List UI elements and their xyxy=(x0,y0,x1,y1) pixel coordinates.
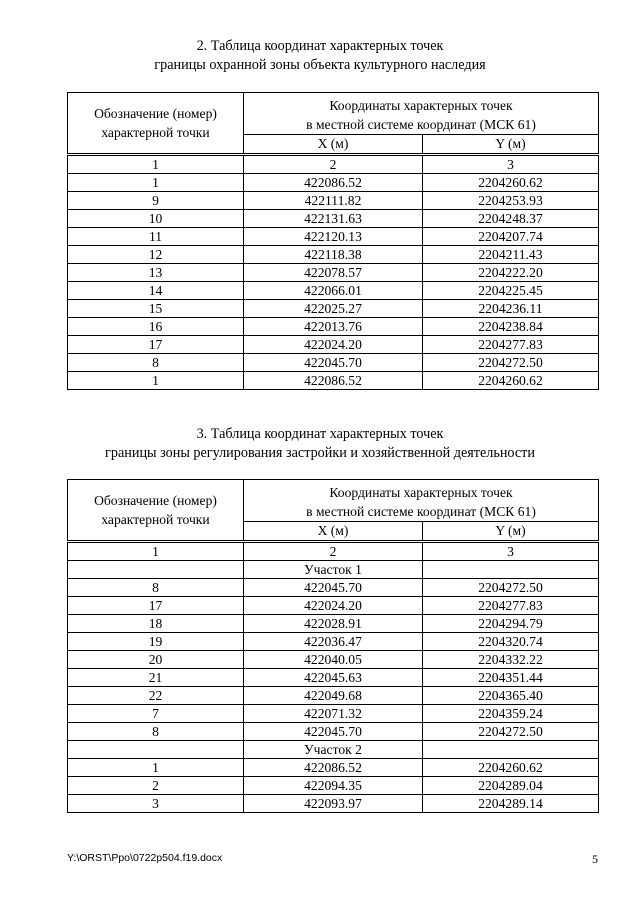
x-cell: 422071.32 xyxy=(244,705,423,723)
header-y: Y (м) xyxy=(423,522,599,542)
header-coordinates xyxy=(244,93,599,135)
header-point-line2: характерной точки xyxy=(101,125,210,140)
table-row xyxy=(68,597,599,615)
section-label: Участок 1 xyxy=(244,561,423,579)
header-coordinates-line1: Координаты характерных точек xyxy=(329,485,513,500)
y-cell: 2204351.44 xyxy=(423,669,599,687)
point-cell: 2 xyxy=(68,777,244,795)
x-cell: 422086.52 xyxy=(244,174,423,192)
x-cell: 422045.70 xyxy=(244,579,423,597)
point-cell: 7 xyxy=(68,705,244,723)
table-row xyxy=(68,705,599,723)
table-row xyxy=(68,246,599,264)
table-row xyxy=(68,723,599,741)
point-cell: 14 xyxy=(68,282,244,300)
x-cell: 422045.63 xyxy=(244,669,423,687)
x-cell: 422086.52 xyxy=(244,372,423,390)
column-number: 1 xyxy=(68,155,244,174)
y-cell: 2204253.93 xyxy=(423,192,599,210)
y-cell: 2204272.50 xyxy=(423,354,599,372)
point-cell: 20 xyxy=(68,651,244,669)
y-cell: 2204332.22 xyxy=(423,651,599,669)
point-cell: 3 xyxy=(68,795,244,813)
table-row xyxy=(68,777,599,795)
x-cell: 422049.68 xyxy=(244,687,423,705)
y-cell: 2204365.40 xyxy=(423,687,599,705)
column-number: 1 xyxy=(68,542,244,561)
table2-title xyxy=(0,37,640,75)
table-row xyxy=(68,318,599,336)
point-cell: 8 xyxy=(68,354,244,372)
x-cell: 422028.91 xyxy=(244,615,423,633)
point-cell: 1 xyxy=(68,759,244,777)
y-cell: 2204225.45 xyxy=(423,282,599,300)
x-cell: 422118.38 xyxy=(244,246,423,264)
y-cell: 2204294.79 xyxy=(423,615,599,633)
x-cell: 422078.57 xyxy=(244,264,423,282)
table-row xyxy=(68,633,599,651)
table-row xyxy=(68,795,599,813)
header-coordinates xyxy=(244,480,599,522)
y-cell: 2204260.62 xyxy=(423,759,599,777)
header-point-line2: характерной точки xyxy=(101,512,210,527)
table-row xyxy=(68,615,599,633)
y-cell: 2204289.04 xyxy=(423,777,599,795)
x-cell: 422086.52 xyxy=(244,759,423,777)
header-point-column xyxy=(68,93,244,155)
table2-title-line2: границы охранной зоны объекта культурного наследия xyxy=(154,57,486,73)
coordinates-table-2 xyxy=(67,92,599,390)
section-label: Участок 2 xyxy=(244,741,423,759)
point-cell: 15 xyxy=(68,300,244,318)
y-cell: 2204207.74 xyxy=(423,228,599,246)
table-row xyxy=(68,759,599,777)
y-cell: 2204272.50 xyxy=(423,723,599,741)
table-row xyxy=(68,651,599,669)
table-row xyxy=(68,282,599,300)
x-cell: 422040.05 xyxy=(244,651,423,669)
table-row xyxy=(68,687,599,705)
point-cell: 11 xyxy=(68,228,244,246)
point-cell: 13 xyxy=(68,264,244,282)
point-cell: 12 xyxy=(68,246,244,264)
table-row xyxy=(68,264,599,282)
y-cell: 2204260.62 xyxy=(423,174,599,192)
y-cell: 2204277.83 xyxy=(423,597,599,615)
table-row xyxy=(68,336,599,354)
coordinates-table-3 xyxy=(67,479,599,813)
header-point-column xyxy=(68,480,244,542)
header-coordinates-line2: в местной системе координат (МСК 61) xyxy=(306,117,536,132)
point-cell: 17 xyxy=(68,597,244,615)
y-cell: 2204320.74 xyxy=(423,633,599,651)
point-cell: 8 xyxy=(68,579,244,597)
header-x: X (м) xyxy=(244,135,423,155)
table-row xyxy=(68,579,599,597)
y-cell: 2204238.84 xyxy=(423,318,599,336)
table3-title-line2: границы зоны регулирования застройки и хозяйственной деятельности xyxy=(105,445,535,461)
x-cell: 422024.20 xyxy=(244,597,423,615)
point-cell: 16 xyxy=(68,318,244,336)
table-row xyxy=(68,174,599,192)
header-x: X (м) xyxy=(244,522,423,542)
y-cell: 2204260.62 xyxy=(423,372,599,390)
y-cell: 2204236.11 xyxy=(423,300,599,318)
table-row xyxy=(68,354,599,372)
y-cell: 2204359.24 xyxy=(423,705,599,723)
header-point-line1: Обозначение (номер) xyxy=(94,106,217,121)
column-number: 2 xyxy=(244,155,423,174)
table-row xyxy=(68,192,599,210)
point-cell: 22 xyxy=(68,687,244,705)
x-cell: 422045.70 xyxy=(244,723,423,741)
column-number-row xyxy=(68,155,599,174)
x-cell: 422045.70 xyxy=(244,354,423,372)
y-cell: 2204211.43 xyxy=(423,246,599,264)
x-cell: 422025.27 xyxy=(244,300,423,318)
column-number: 3 xyxy=(423,155,599,174)
point-cell: 1 xyxy=(68,372,244,390)
table3-title-line1: 3. Таблица координат характерных точек xyxy=(196,426,444,442)
x-cell: 422094.35 xyxy=(244,777,423,795)
y-cell xyxy=(423,561,599,579)
x-cell: 422120.13 xyxy=(244,228,423,246)
header-point-line1: Обозначение (номер) xyxy=(94,493,217,508)
point-cell xyxy=(68,741,244,759)
x-cell: 422013.76 xyxy=(244,318,423,336)
column-number-row xyxy=(68,542,599,561)
point-cell: 10 xyxy=(68,210,244,228)
table-row xyxy=(68,228,599,246)
header-coordinates-line2: в местной системе координат (МСК 61) xyxy=(306,504,536,519)
header-coordinates-line1: Координаты характерных точек xyxy=(329,98,513,113)
point-cell: 18 xyxy=(68,615,244,633)
point-cell xyxy=(68,561,244,579)
file-path: Y:\ORST\Ppo\0722p504.f19.docx xyxy=(67,852,223,864)
table-row xyxy=(68,210,599,228)
table-row xyxy=(68,669,599,687)
header-y: Y (м) xyxy=(423,135,599,155)
x-cell: 422131.63 xyxy=(244,210,423,228)
point-cell: 9 xyxy=(68,192,244,210)
page-number: 5 xyxy=(592,852,598,866)
section-row xyxy=(68,741,599,759)
y-cell: 2204222.20 xyxy=(423,264,599,282)
x-cell: 422093.97 xyxy=(244,795,423,813)
section-row xyxy=(68,561,599,579)
y-cell xyxy=(423,741,599,759)
y-cell: 2204248.37 xyxy=(423,210,599,228)
table2-title-line1: 2. Таблица координат характерных точек xyxy=(196,38,444,54)
x-cell: 422024.20 xyxy=(244,336,423,354)
point-cell: 19 xyxy=(68,633,244,651)
point-cell: 1 xyxy=(68,174,244,192)
point-cell: 17 xyxy=(68,336,244,354)
table3-title xyxy=(0,425,640,463)
y-cell: 2204272.50 xyxy=(423,579,599,597)
x-cell: 422036.47 xyxy=(244,633,423,651)
table-row xyxy=(68,300,599,318)
y-cell: 2204289.14 xyxy=(423,795,599,813)
point-cell: 8 xyxy=(68,723,244,741)
x-cell: 422111.82 xyxy=(244,192,423,210)
point-cell: 21 xyxy=(68,669,244,687)
x-cell: 422066.01 xyxy=(244,282,423,300)
column-number: 3 xyxy=(423,542,599,561)
column-number: 2 xyxy=(244,542,423,561)
y-cell: 2204277.83 xyxy=(423,336,599,354)
table-row xyxy=(68,372,599,390)
